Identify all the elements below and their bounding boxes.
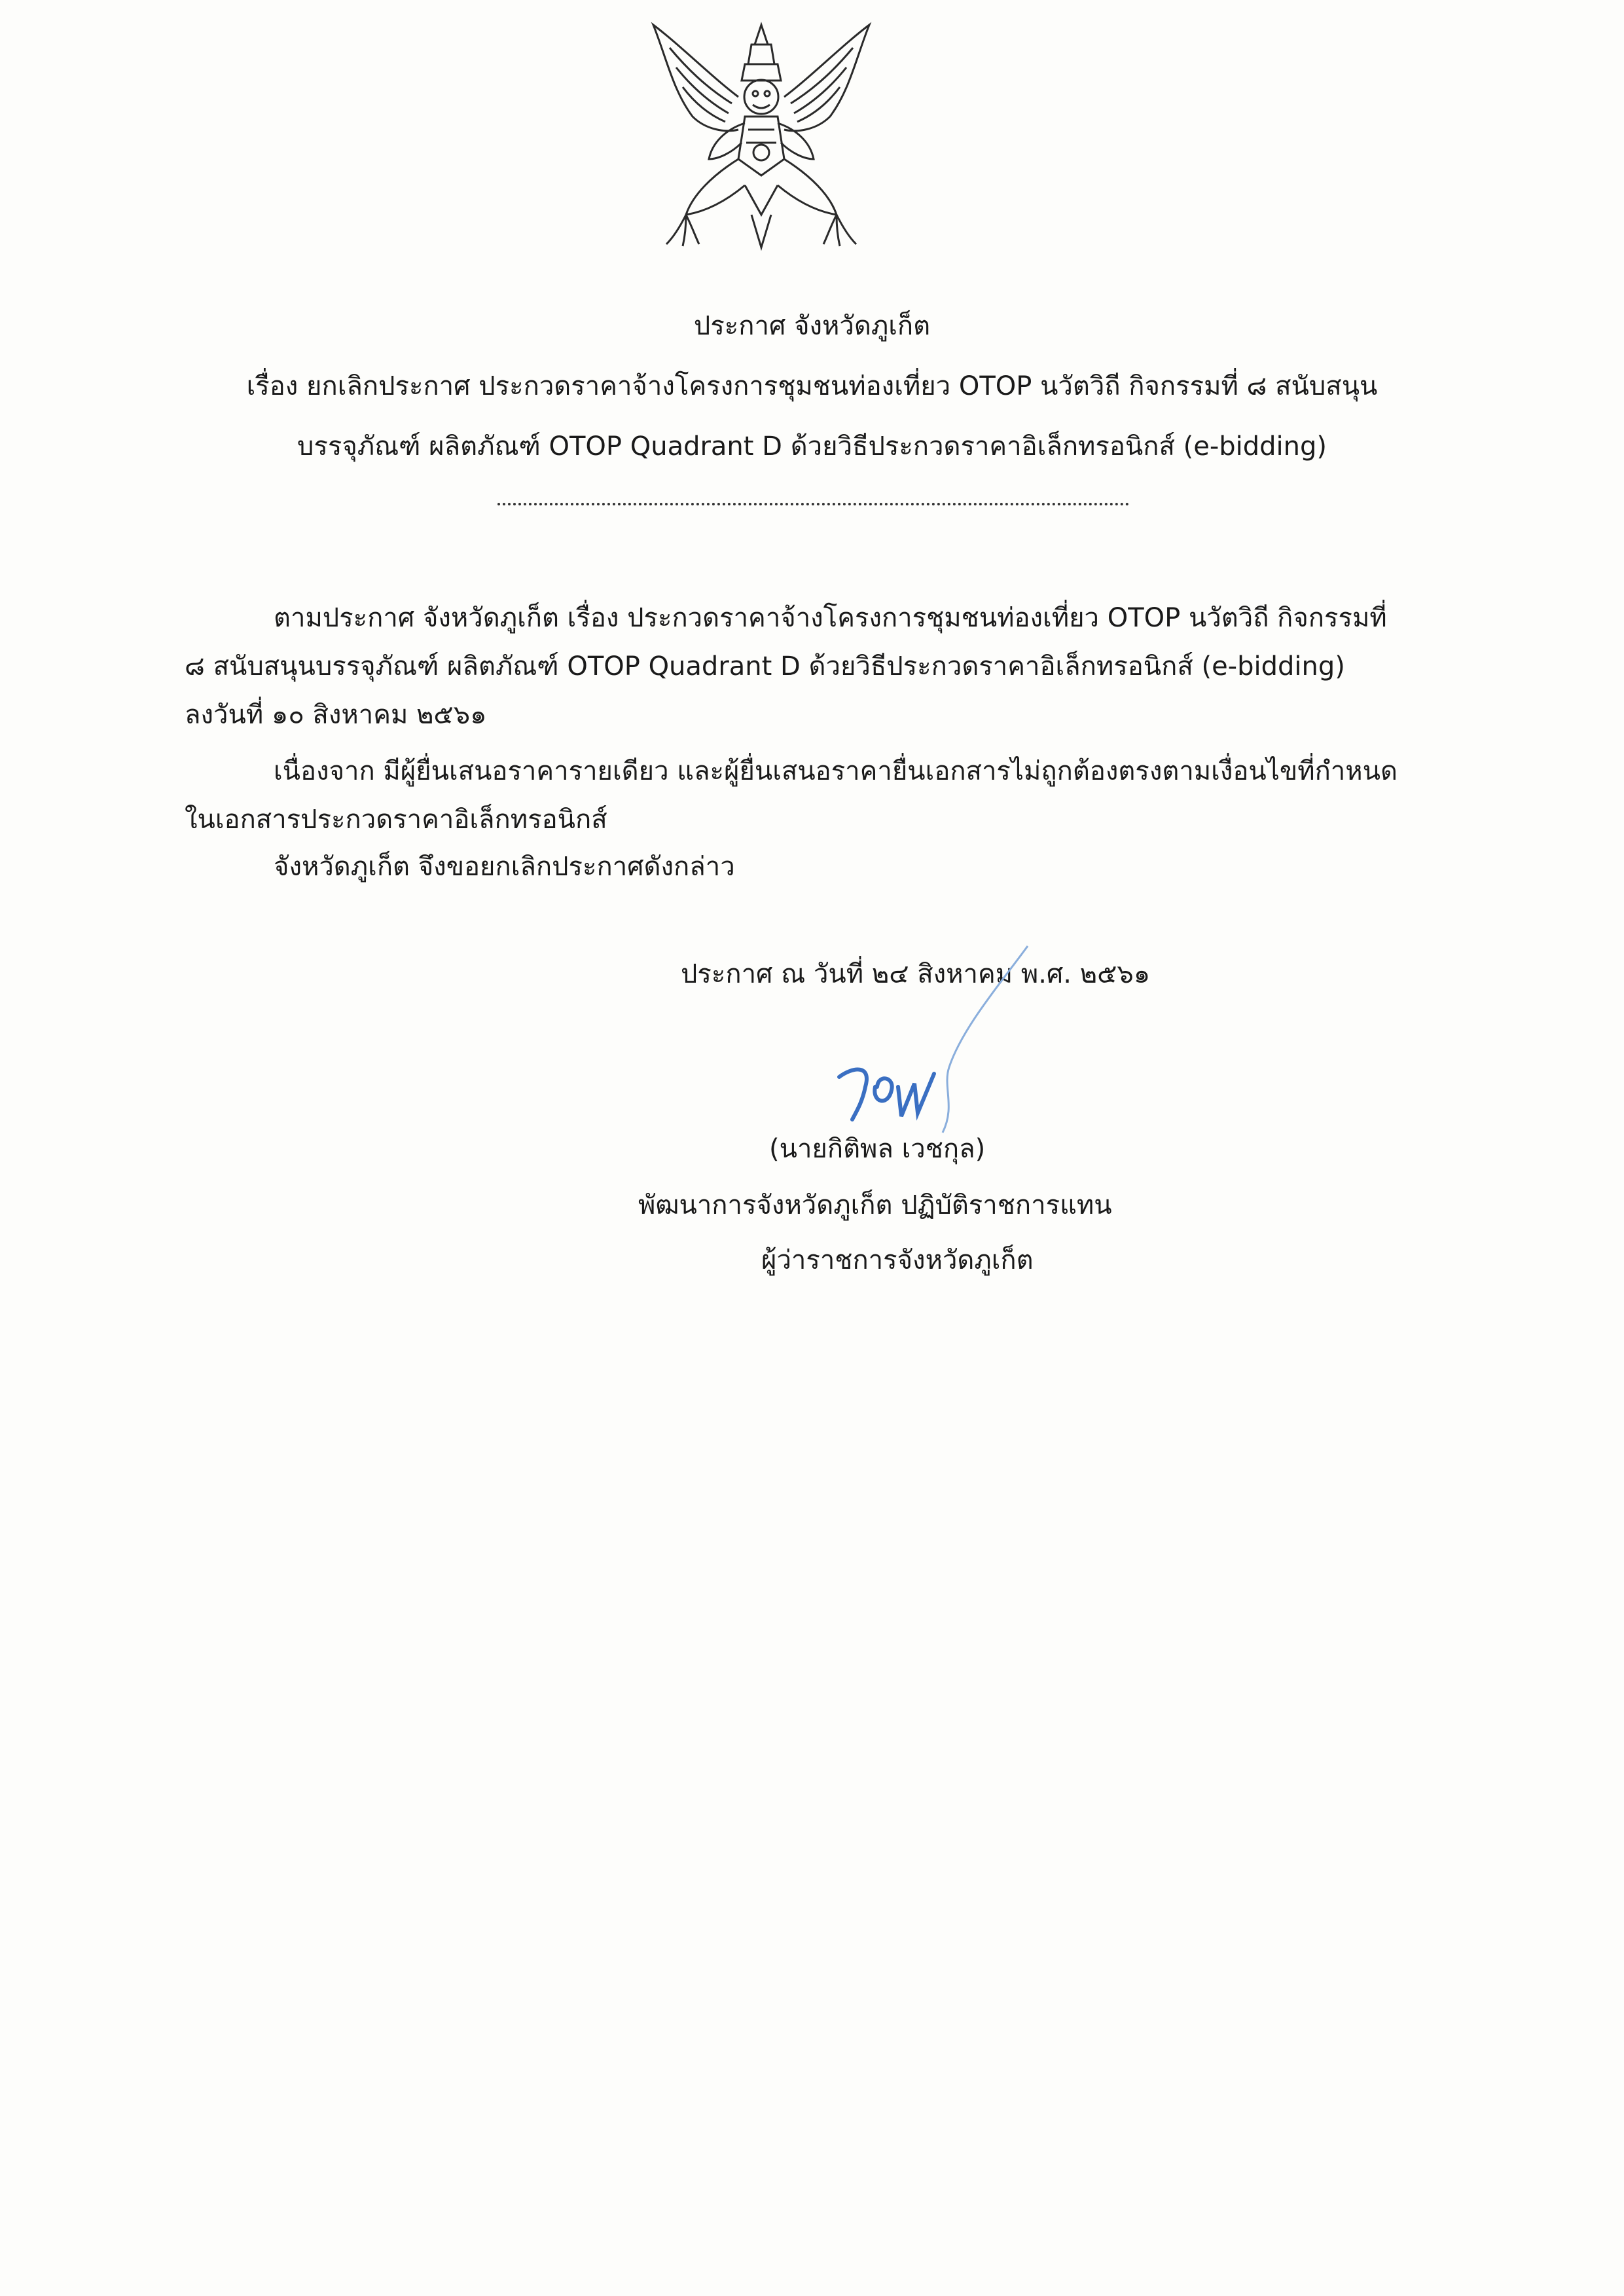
handwritten-signature <box>826 1048 957 1133</box>
subject-line-2: บรรจุภัณฑ์ ผลิตภัณฑ์ OTOP Quadrant D ด้วยวิธีประกวดราคาอิเล็กทรอนิกส์ (e-bidding) <box>297 431 1327 462</box>
signatory-position-1: พัฒนาการจังหวัดภูเก็ต ปฏิบัติราชการแทน <box>638 1190 1112 1220</box>
signatory-name: (นายกิติพล เวชกุล) <box>769 1134 986 1164</box>
paragraph-2-line-1: เนื่องจาก มีผู้ยื่นเสนอราคารายเดียว และผู้ยื่นเสนอราคายื่นเอกสารไม่ถูกต้องตรงตามเงื่อนไขที่กำหนด <box>274 756 1398 786</box>
announcement-title: ประกาศ จังหวัดภูเก็ต <box>693 311 931 341</box>
subject-line-1: เรื่อง ยกเลิกประกาศ ประกวดราคาจ้างโครงการชุมชนท่องเที่ยว OTOP นวัตวิถี กิจกรรมที่ ๘ สนับสนุน <box>246 371 1378 401</box>
paragraph-2-line-2: ในเอกสารประกวดราคาอิเล็กทรอนิกส์ <box>185 805 607 835</box>
garuda-emblem-icon <box>640 18 882 254</box>
paragraph-1-line-3: ลงวันที่ ๑๐ สิงหาคม ๒๕๖๑ <box>185 700 487 730</box>
paragraph-1-line-2: ๘ สนับสนุนบรรจุภัณฑ์ ผลิตภัณฑ์ OTOP Quadrant D ด้วยวิธีประกวดราคาอิเล็กทรอนิกส์ (e-bidding) <box>185 651 1345 682</box>
paragraph-3-line-1: จังหวัดภูเก็ต จึงขอยกเลิกประกาศดังกล่าว <box>274 852 735 882</box>
paragraph-1-line-1: ตามประกาศ จังหวัดภูเก็ต เรื่อง ประกวดราคาจ้างโครงการชุมชนท่องเที่ยว OTOP นวัตวิถี กิจกรรมที่ <box>274 603 1387 633</box>
separator-dotted-line <box>497 503 1129 505</box>
announcement-date: ประกาศ ณ วันที่ ๒๔ สิงหาคม พ.ศ. ๒๕๖๑ <box>681 959 1151 989</box>
signatory-position-2: ผู้ว่าราชการจังหวัดภูเก็ต <box>761 1245 1034 1275</box>
